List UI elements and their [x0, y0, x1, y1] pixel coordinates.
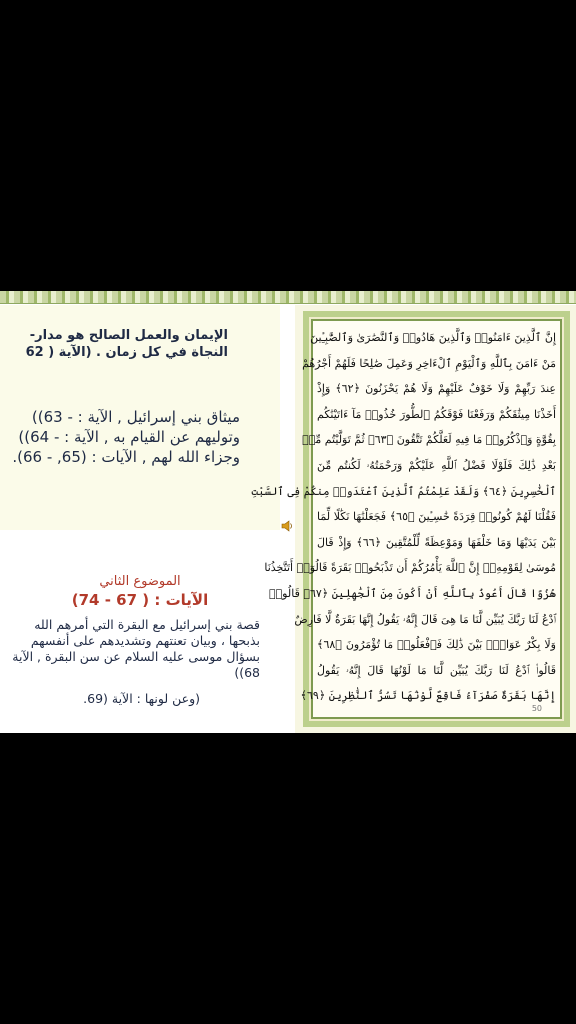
point-faith-deeds: الإيمان والعمل الصالح هو مدار- النجاة في كل زمان . (الآية ( 62: [25, 328, 228, 360]
quran-page: [251, 305, 576, 733]
quran-page-frame: [251, 311, 570, 727]
quran-line: عِندَ رَبِّهِمْ وَلَا خَوْفٌ عَلَيْهِمْ وَلَا هُمْ يَحْزَنُونَ ﴿٦٢﴾ وَإِذْ: [317, 382, 556, 396]
point-covenant: ميثاق بني إسرائيل , الآية : - 63)) وتوليهم عن القيام به , الآية : - 64)) وجزاء الله لهم , الآيات : (65, - 66).: [12, 408, 240, 466]
point-cow-color: (وعن لونها : الآية (69.: [83, 691, 200, 706]
quran-line: بَيْنَ يَدَيْهَا وَمَا خَلْفَهَا وَمَوْعِظَةً لِّلْمُتَّقِينَ ﴿٦٦﴾ وَإِذْ قَالَ: [317, 535, 556, 549]
quran-line: مَنْ ءَامَنَ بِٱللَّهِ وَٱلْيَوْمِ ٱلْءَاخِرِ وَعَمِلَ صَٰلِحًا فَلَهُمْ أَجْرُهُمْ: [302, 356, 556, 370]
quran-line: وَلَا بِكْرٌ عَوَانٌۢ بَيْنَ ذَٰلِكَ فَٱفْعَلُوا۟ مَا تُؤْمَرُونَ ﴿٦٨﴾: [317, 638, 556, 652]
decorative-border: [0, 291, 576, 304]
quran-line: ٱدْعُ لَنَا رَبَّكَ يُبَيِّن لَّنَا مَا هِىَ قَالَ إِنَّهُۥ يَقُولُ إِنَّهَا بَقَرَةٌ لَّا فَارِضٌ: [294, 612, 556, 626]
quran-line: فَقُلْنَا لَهُمْ كُونُوا۟ قِرَدَةً خَٰسِـِٔينَ ﴿٦٥﴾ فَجَعَلْنَٰهَا نَكَٰلًا لِّمَا: [317, 510, 556, 524]
topic-title: الموضوع الثاني: [99, 574, 181, 589]
quran-line: بَعْدِ ذَٰلِكَ فَلَوْلَا فَضْلُ ٱللَّهِ عَلَيْكُمْ وَرَحْمَتُهُۥ لَكُنتُم مِّنَ: [317, 458, 556, 472]
quran-line: إِنَّ ٱلَّذِينَ ءَامَنُوا۟ وَٱلَّذِينَ هَادُوا۟ وَٱلنَّصَٰرَىٰ وَٱلصَّٰبِـِٔينَ: [310, 331, 556, 344]
topic-verses: (الآيات : ( 67 - 74: [71, 591, 209, 609]
slide: [0, 291, 576, 733]
topic-panel: [0, 531, 280, 733]
quran-line: هُزُوًا قَالَ أَعُوذُ بِٱللَّهِ أَنْ أَكُونَ مِنَ ٱلْجَٰهِلِينَ ﴿٦٧﴾ قَالُوا۟: [268, 586, 556, 600]
page-number: 50: [531, 704, 542, 713]
summary-panel: [0, 305, 280, 530]
quran-text: [251, 325, 556, 709]
quran-line: مُوسَىٰ لِقَوْمِهِۦٓ إِنَّ ٱللَّهَ يَأْمُرُكُمْ أَن تَذْبَحُوا۟ بَقَرَةً قَالُوٓا۟ أَتَتَّخِذُنَا: [264, 561, 556, 575]
point-cow-story: قصة بني إسرائيل مع البقرة التي أمرهم الله بذبحها ، وبيان تعنتهم وتشديدهم على أنفسهم بسؤال موسى عليه السلام عن سن البقرة , الآية 68)): [12, 617, 260, 680]
quran-line: أَخَذْنَا مِيثَٰقَكُمْ وَرَفَعْنَا فَوْقَكُمُ ٱلطُّورَ خُذُوا۟ مَآ ءَاتَيْنَٰكُم: [317, 407, 556, 421]
speaker-icon[interactable]: [281, 517, 293, 529]
quran-line: ٱلْخَٰسِرِينَ ﴿٦٤﴾ وَلَقَدْ عَلِمْتُمُ ٱلَّذِينَ ٱعْتَدَوا۟ مِنكُمْ فِى ٱلسَّبْتِ: [251, 484, 556, 498]
quran-line: إِنَّهَا بَقَرَةٌ صَفْرَآءُ فَاقِعٌ لَّوْنُهَا تَسُرُّ ٱلنَّٰظِرِينَ ﴿٦٩﴾: [300, 689, 556, 703]
quran-line: بِقُوَّةٍ وَٱذْكُرُوا۟ مَا فِيهِ لَعَلَّكُمْ تَتَّقُونَ ﴿٦٣﴾ ثُمَّ تَوَلَّيْتُم مِّنۢ: [302, 433, 556, 447]
quran-line: قَالُوا۟ ٱدْعُ لَنَا رَبَّكَ يُبَيِّن لَّنَا مَا لَوْنُهَا قَالَ إِنَّهُۥ يَقُولُ: [317, 663, 556, 677]
